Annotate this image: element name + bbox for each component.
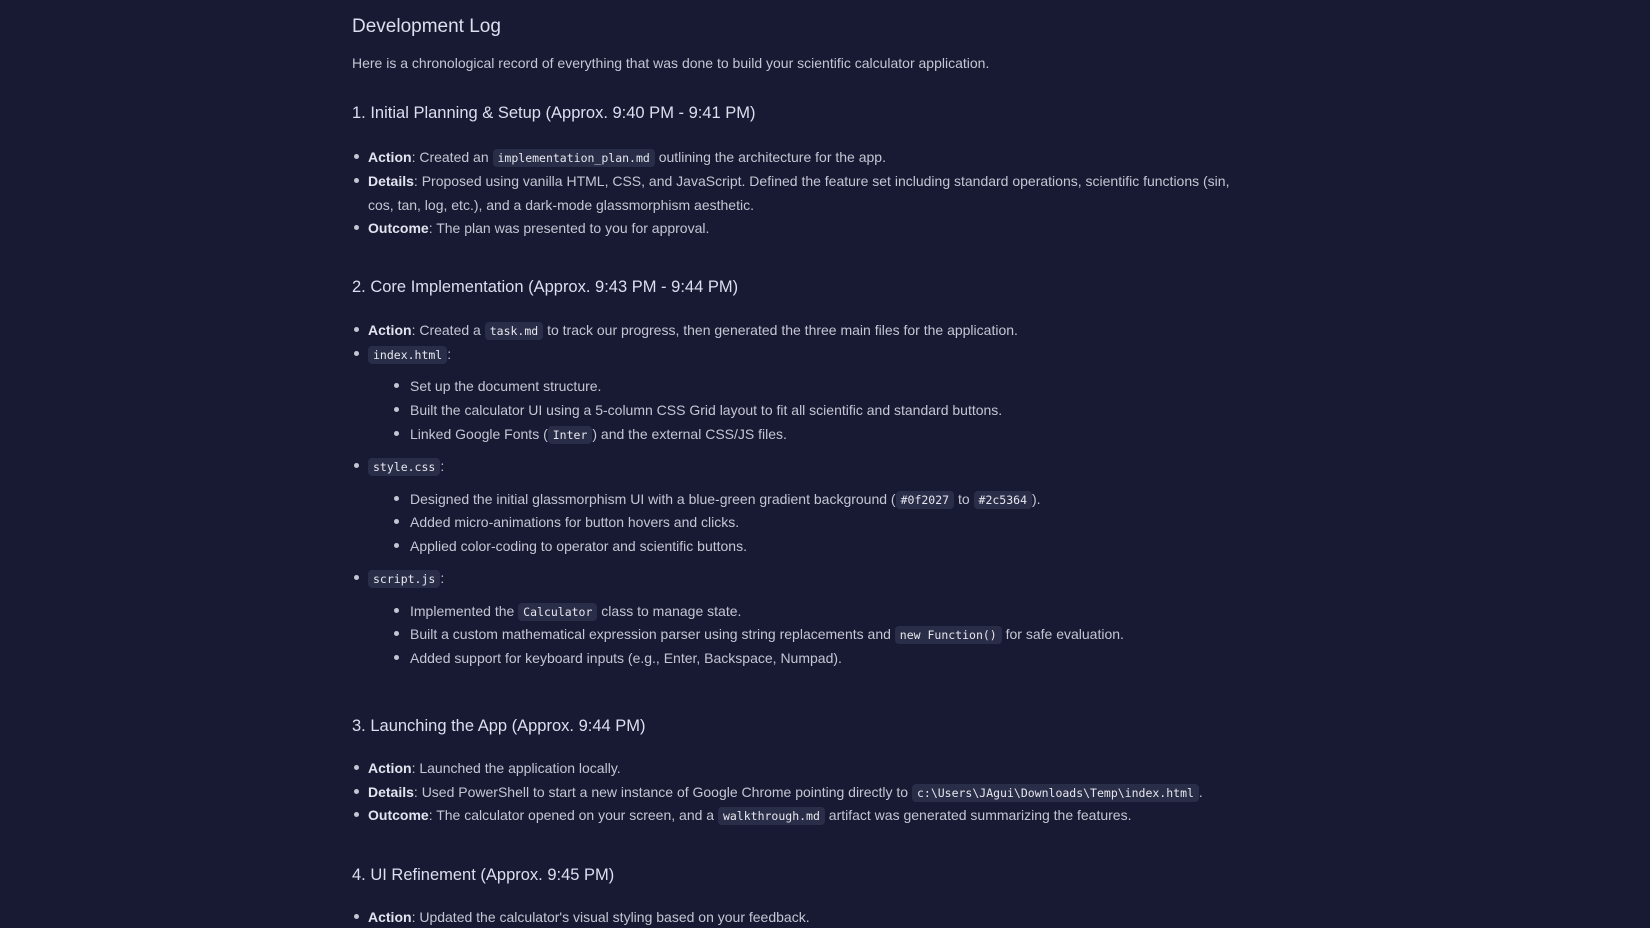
list-item-file <box>368 344 451 365</box>
item-text: Applied color-coding to operator and scientific buttons. <box>410 538 747 554</box>
item-text: : Created a <box>411 322 485 338</box>
bullet-icon <box>354 575 359 580</box>
item-text: : <box>440 458 445 474</box>
item-label: Outcome <box>368 220 429 236</box>
item-text: : Proposed using vanilla HTML, CSS, and JavaScript. Defined the feature set including standard operations, scientific functions (sin, <box>413 173 1230 189</box>
inline-code: #0f2027 <box>896 491 954 509</box>
inline-code: script.js <box>368 570 440 588</box>
item-label: Action <box>368 909 412 925</box>
section-heading-refinement: 4. UI Refinement (Approx. 9:45 PM) <box>352 866 615 884</box>
item-text: Built the calculator UI using a 5-column CSS Grid layout to fit all scientific and standard buttons. <box>410 402 1003 418</box>
bullet-icon <box>394 519 399 524</box>
list-item-file <box>368 568 444 589</box>
bullet-icon <box>394 631 399 636</box>
sub-list-item <box>410 536 747 556</box>
item-label: Action <box>368 760 412 776</box>
bullet-icon <box>394 655 399 660</box>
inline-code: Inter <box>548 426 593 444</box>
item-text: ). <box>1032 491 1041 507</box>
item-text: : Updated the calculator's visual styling based on your feedback. <box>411 909 810 925</box>
sub-list-item <box>410 648 842 668</box>
sub-list-item <box>410 489 1041 510</box>
sub-list-item <box>410 424 787 445</box>
section-heading-launching: 3. Launching the App (Approx. 9:44 PM) <box>352 717 646 735</box>
bullet-icon <box>394 496 399 501</box>
inline-code: implementation_plan.md <box>493 149 655 167</box>
item-label: Details <box>368 173 414 189</box>
inline-code: style.css <box>368 458 440 476</box>
list-item-continuation: cos, tan, log, etc.), and a dark-mode glassmorphism aesthetic. <box>368 197 754 213</box>
item-text: : <box>447 346 452 362</box>
bullet-icon <box>354 812 359 817</box>
sub-list-item <box>410 512 739 532</box>
item-text: : The plan was presented to you for approval. <box>428 220 710 236</box>
item-text: class to manage state. <box>597 603 742 619</box>
inline-code: Calculator <box>518 603 597 621</box>
list-item <box>368 782 1203 803</box>
item-text: Added support for keyboard inputs (e.g., Enter, Backspace, Numpad). <box>410 650 842 666</box>
item-text: for safe evaluation. <box>1001 626 1124 642</box>
sub-list-item <box>410 376 601 396</box>
sub-list-item <box>410 400 1002 420</box>
bullet-icon <box>354 351 359 356</box>
item-text: Linked Google Fonts ( <box>410 426 548 442</box>
sub-list-item <box>410 601 741 622</box>
item-label: Details <box>368 784 414 800</box>
bullet-icon <box>394 431 399 436</box>
list-item-file <box>368 456 444 477</box>
item-text: : Launched the application locally. <box>411 760 621 776</box>
bullet-icon <box>394 383 399 388</box>
list-item <box>368 907 810 927</box>
item-label: Action <box>368 322 412 338</box>
bullet-icon <box>354 765 359 770</box>
list-item <box>368 758 621 778</box>
bullet-icon <box>354 327 359 332</box>
bullet-icon <box>394 407 399 412</box>
list-item <box>368 805 1131 826</box>
item-text: to <box>954 491 974 507</box>
page-title: Development Log <box>352 16 501 37</box>
item-label: Outcome <box>368 807 429 823</box>
item-text: Implemented the <box>410 603 519 619</box>
bullet-icon <box>354 914 359 919</box>
item-text: : The calculator opened on your screen, and a <box>428 807 718 823</box>
intro-text: Here is a chronological record of everything that was done to build your scientific calculator application. <box>352 55 990 71</box>
bullet-icon <box>354 225 359 230</box>
bullet-icon <box>394 543 399 548</box>
item-text: Added micro-animations for button hovers and clicks. <box>410 514 740 530</box>
list-item <box>368 218 709 238</box>
section-heading-core: 2. Core Implementation (Approx. 9:43 PM - 9:44 PM) <box>352 278 739 296</box>
inline-code: c:\Users\JAgui\Downloads\Temp\index.html <box>912 784 1199 802</box>
item-text: ) and the external CSS/JS files. <box>592 426 787 442</box>
bullet-icon <box>354 154 359 159</box>
bullet-icon <box>394 608 399 613</box>
item-label: Action <box>368 149 412 165</box>
list-item <box>368 320 1018 341</box>
inline-code: new Function() <box>895 626 1002 644</box>
sub-list-item <box>410 624 1124 645</box>
item-text: : Used PowerShell to start a new instance of Google Chrome pointing directly to <box>413 784 912 800</box>
item-text: : Created an <box>411 149 493 165</box>
item-text: . <box>1198 784 1203 800</box>
item-text: artifact was generated summarizing the features. <box>824 807 1132 823</box>
item-text: : <box>440 570 445 586</box>
list-item <box>368 171 1229 191</box>
item-text: Built a custom mathematical expression parser using string replacements and <box>410 626 895 642</box>
inline-code: #2c5364 <box>974 491 1032 509</box>
item-text: Designed the initial glassmorphism UI with a blue-green gradient background ( <box>410 491 896 507</box>
bullet-icon <box>354 463 359 468</box>
list-item <box>368 147 886 168</box>
item-text: Set up the document structure. <box>410 378 602 394</box>
inline-code: task.md <box>485 322 543 340</box>
inline-code: index.html <box>368 346 447 364</box>
item-text: outlining the architecture for the app. <box>654 149 886 165</box>
item-text: to track our progress, then generated the three main files for the application. <box>543 322 1018 338</box>
bullet-icon <box>354 178 359 183</box>
inline-code: walkthrough.md <box>718 807 825 825</box>
bullet-icon <box>354 789 359 794</box>
section-heading-planning: 1. Initial Planning & Setup (Approx. 9:40 PM - 9:41 PM) <box>352 104 756 122</box>
